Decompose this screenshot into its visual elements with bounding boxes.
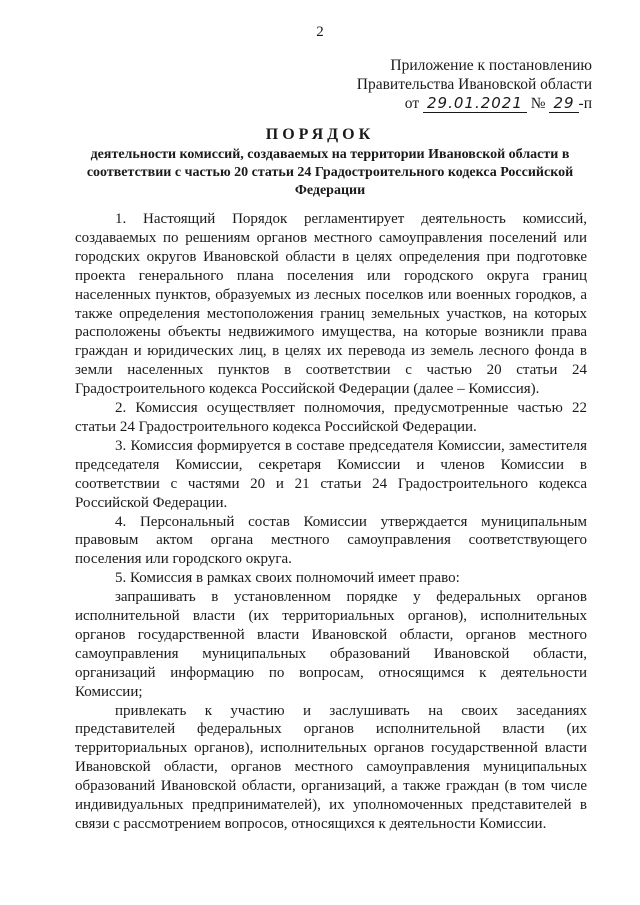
date-prefix: от — [404, 95, 420, 112]
attachment-line-2: Правительства Ивановской области — [356, 76, 592, 93]
handwritten-date: 29.01.2021 — [423, 94, 527, 113]
paragraph-5: 5. Комиссия в рамках своих полномочий имеет право: — [115, 570, 460, 587]
number-suffix: -п — [578, 95, 592, 112]
paragraph-3: 3. Комиссия формируется в составе председателя Комиссии, заместителя председателя Комиссии, секретаря Комиссии и членов Комиссии в соответствии с частями 20 и 21 статьи 24 Градостроительного кодекса Российской Федерации. — [75, 437, 587, 511]
attachment-line-1: Приложение к постановлению — [390, 57, 592, 74]
attachment-header — [357, 56, 592, 113]
paragraph-4: 4. Персональный состав Комиссии утверждается муниципальным правовым актом органа местного самоуправления соответствующего поселения или городского округа. — [75, 513, 587, 568]
number-sign: № — [530, 95, 546, 112]
right-item-2: привлекать к участию и заслушивать на своих заседаниях представителей федеральных органов исполнительной власти (их территориальных органов), исполнительных органов государственной власти Ивановской области, органов местного самоуправления муниципальных образований Ивановской области, организаций, а также граждан (в том числе индивидуальных предпринимателей), их уполномоченных представителей в связи с рассмотрением вопросов, относящихся к деятельности Комиссии. — [75, 702, 587, 832]
page-number: 2 — [316, 24, 324, 40]
right-item-1: запрашивать в установленном порядке у федеральных органов исполнительной власти (их территориальных органов), исполнительных органов государственной власти Ивановской области, органов местного самоуправления муниципальных образований Ивановской области, организаций информацию по вопросам, относящимся к деятельности Комиссии; — [75, 589, 587, 700]
document-body — [75, 210, 587, 834]
attachment-date-line — [357, 94, 592, 113]
handwritten-number: 29 — [549, 94, 578, 113]
paragraph-1: 1. Настоящий Порядок регламентирует деятельность комиссий, создаваемых по решениям органов местного самоуправления поселений или городских округов Ивановской области в целях определения при подготовке проекта генерального плана поселения или городского округа границ населенных пунктов, образуемых из лесных поселков или военных городков, а также определения местоположения границ земельных участков, на которых расположены объекты недвижимого имущества, на которые возникли права граждан и юридических лиц, в целях их перевода из земель лесного фонда в земли населенных пунктов в соответствии с частью 20 статьи 24 Градостроительного кодекса Российской Федерации (далее – Комиссия). — [75, 211, 587, 398]
paragraph-2: 2. Комиссия осуществляет полномочия, предусмотренные частью 22 статьи 24 Градостроительного кодекса Российской Федерации. — [75, 400, 587, 435]
document-subtitle: деятельности комиссий, создаваемых на территории Ивановской области в соответствии с частью 20 статьи 24 Градостроительного кодекса Российской Федерации — [86, 147, 574, 198]
document-title: ПОРЯДОК — [265, 126, 375, 143]
